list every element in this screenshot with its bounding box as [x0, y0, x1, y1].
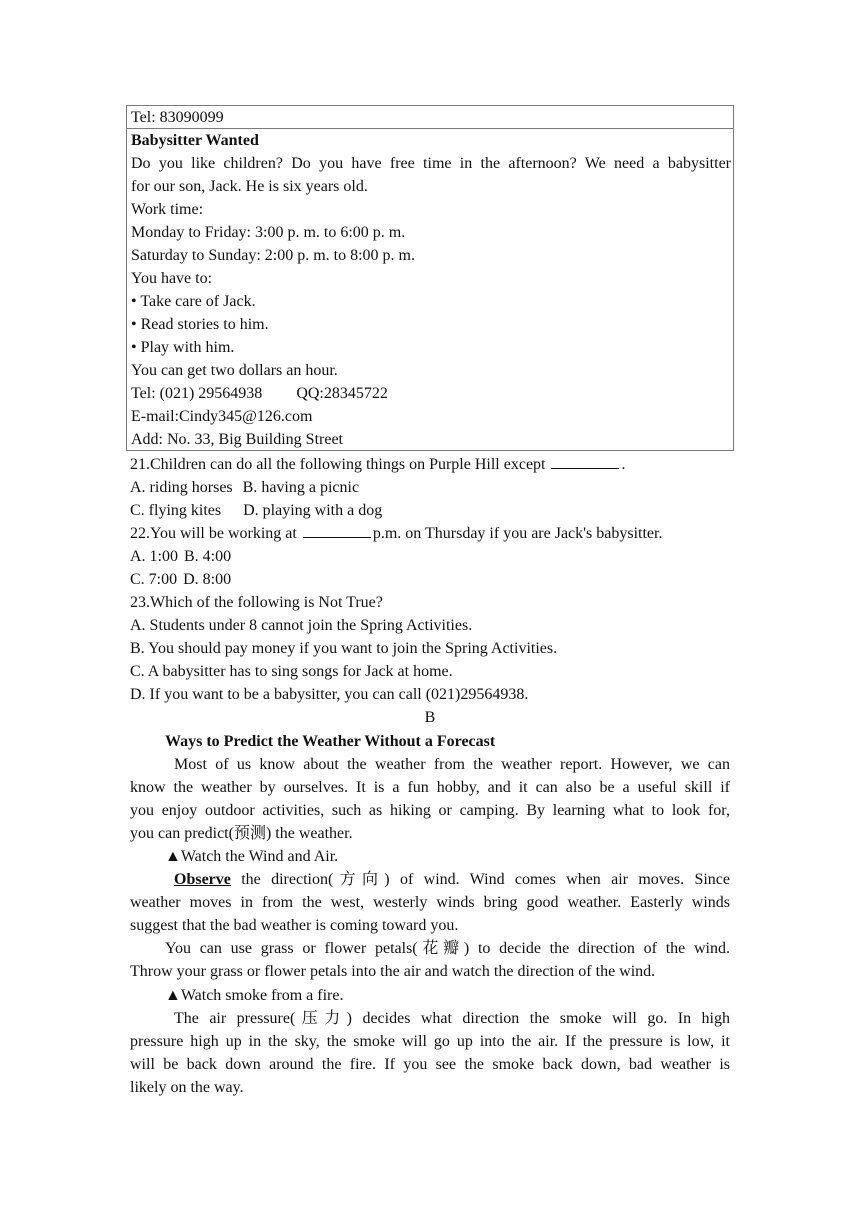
question-23-option-b: B. You should pay money if you want to join the Spring Activities.: [130, 640, 558, 657]
question-23: 23.Which of the following is Not True?: [130, 594, 383, 611]
question-21-options-ab: [130, 476, 359, 499]
heading-watch-wind: ▲Watch the Wind and Air.: [165, 848, 339, 865]
ad-title: Babysitter Wanted: [131, 132, 259, 149]
passage-p1-line: you can predict(预测) the weather.: [130, 825, 353, 842]
passage-p1-line: you enjoy outdoor activities, such as hiking or camping. By learning what to look for,: [130, 802, 730, 819]
ad-tel: Tel: (021) 29564938: [131, 385, 263, 402]
ad-weekday-hours: Monday to Friday: 3:00 p. m. to 6:00 p. m.: [131, 224, 406, 241]
option-d: D. 8:00: [183, 571, 232, 588]
option-b: B. 4:00: [184, 548, 232, 565]
heading-watch-smoke: ▲Watch smoke from a fire.: [165, 987, 344, 1004]
question-23-option-d: D. If you want to be a babysitter, you can call (021)29564938.: [130, 686, 529, 703]
passage-p4-line: likely on the way.: [130, 1079, 244, 1096]
ad-duty-item: • Play with him.: [131, 339, 235, 356]
passage-p2-line: Observe the direction(方向) of wind. Wind comes when air moves. Since: [174, 871, 730, 888]
question-23-option-c: C. A babysitter has to sing songs for Jack at home.: [130, 663, 453, 680]
passage-p1-line: Most of us know about the weather from the weather report. However, we can: [174, 756, 730, 773]
ad-top-tel: Tel: 83090099: [131, 109, 224, 126]
observe-word: Observe: [174, 871, 231, 888]
question-23-option-a: A. Students under 8 cannot join the Spring Activities.: [130, 617, 473, 634]
question-22-options-ab: [130, 545, 231, 568]
section-letter: B: [424, 709, 436, 726]
passage-p4-line: The air pressure(压力) decides what direction the smoke will go. In high: [174, 1010, 730, 1027]
question-22-options-cd: [130, 568, 231, 591]
passage-p1-line: know the weather by ourselves. It is a fun hobby, and it can also be a useful skill if: [130, 779, 730, 796]
ad-pay: You can get two dollars an hour.: [131, 362, 338, 379]
ad-weekend-hours: Saturday to Sunday: 2:00 p. m. to 8:00 p. m.: [131, 247, 415, 264]
passage-p4-line: will be back down around the fire. If you see the smoke back down, bad weather is: [130, 1056, 730, 1073]
passage-p2-line: suggest that the bad weather is coming toward you.: [130, 917, 459, 934]
answer-blank: [551, 454, 619, 469]
ad-contact-line: [131, 382, 388, 405]
ad-intro-line-1: Do you like children? Do you have free time in the afternoon? We need a babysitter: [131, 155, 731, 172]
passage-p3-line: You can use grass or flower petals(花瓣) to decide the direction of the wind.: [165, 940, 730, 957]
ad-work-time-label: Work time:: [131, 201, 204, 218]
option-c: C. 7:00: [130, 571, 178, 588]
ad-intro-line-2: for our son, Jack. He is six years old.: [131, 178, 368, 195]
ad-duties-label: You have to:: [131, 270, 213, 287]
babysitter-ad-box: [126, 105, 734, 451]
ad-duty-item: • Read stories to him.: [131, 316, 269, 333]
question-22: 22.You will be working at p.m. on Thursday if you are Jack's babysitter.: [130, 525, 663, 542]
question-21: 21.Children can do all the following things on Purple Hill except .: [130, 456, 626, 473]
option-d: D. playing with a dog: [243, 502, 383, 519]
passage-p4-line: pressure high up in the sky, the smoke will go up into the air. If the pressure is low, it: [130, 1033, 730, 1050]
answer-blank: [303, 523, 371, 538]
passage-title: Ways to Predict the Weather Without a Forecast: [165, 733, 496, 750]
ad-duty-item: • Take care of Jack.: [131, 293, 256, 310]
question-21-options-cd: [130, 499, 382, 522]
option-a: A. 1:00: [130, 548, 178, 565]
passage-p2-line: weather moves in from the west, westerly winds bring good weather. Easterly winds: [130, 894, 730, 911]
ad-qq: QQ:28345722: [296, 385, 388, 402]
ad-address: Add: No. 33, Big Building Street: [131, 431, 343, 448]
option-c: C. flying kites: [130, 502, 222, 519]
option-a: A. riding horses: [130, 479, 233, 496]
option-b: B. having a picnic: [242, 479, 360, 496]
ad-email: E-mail:Cindy345@126.com: [131, 408, 313, 425]
passage-p3-line: Throw your grass or flower petals into the air and watch the direction of the wind.: [130, 963, 656, 980]
